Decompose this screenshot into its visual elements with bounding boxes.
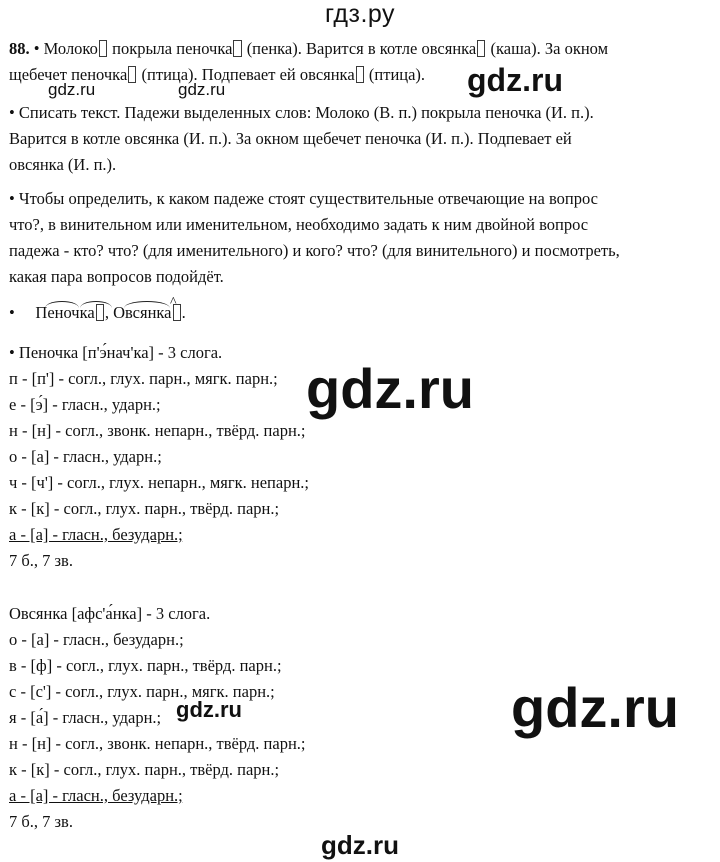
root-arc xyxy=(45,301,79,308)
site-title: гдз.ру xyxy=(324,0,396,28)
p2-line-1: • Списать текст. Падежи выделенных слов: Молоко (В. п.) покрыла пеночка (И. п.). xyxy=(9,103,594,122)
watermark-small-3: gdz.ru xyxy=(176,697,242,722)
penochka-total: 7 б., 7 зв. xyxy=(9,551,73,570)
p2-line-2: Варится в котле овсянка (И. п.). За окном щебечет пеночка (И. п.). Подпевает ей xyxy=(9,129,572,148)
morph-line: • Пеночка , Овсянка . xyxy=(9,303,186,322)
penochka-line: о - [а] - гласн., ударн.; xyxy=(9,447,162,466)
p3-line-4: какая пара вопросов подойдёт. xyxy=(9,267,224,286)
ovsyanka-total: 7 б., 7 зв. xyxy=(9,812,73,831)
ovsyanka-line: о - [а] - гласн., безударн.; xyxy=(9,630,184,649)
task-line-2: щебечет пеночка (птица). Подпевает ей овсянка (птица). xyxy=(9,65,426,84)
bullet: • xyxy=(33,39,40,58)
ending-box xyxy=(233,40,241,57)
p3-line-2: что?, в винительном или именительном, необходимо задать к ним двойной вопрос xyxy=(9,215,589,234)
watermark-medium-1: gdz.ru xyxy=(467,62,563,98)
ovsyanka-line: а - [а] - гласн., безударн.; xyxy=(9,786,183,805)
penochka-line: е - [э́] - гласн., ударн.; xyxy=(9,395,161,414)
ending-box xyxy=(477,40,485,57)
task-number: 88. xyxy=(9,39,30,58)
p2-line-3: овсянка (И. п.). xyxy=(9,155,117,174)
penochka-title: • Пеночка [п'э́нач'ка] - 3 слога. xyxy=(9,343,223,362)
watermark-small-2: gdz.ru xyxy=(178,80,226,99)
task-line-1: 88. • Молоко покрыла пеночка (пенка). Варится в котле овсянка (каша). За окном xyxy=(9,39,609,58)
watermark-bottom: gdz.ru xyxy=(321,830,399,860)
suffix-arc xyxy=(80,301,112,308)
suffix-hat: ^ xyxy=(170,295,177,310)
watermark-large-2: gdz.ru xyxy=(511,676,679,739)
ending-box xyxy=(128,66,136,83)
ovsyanka-title: Овсянка [афс'а́нка] - 3 слога. xyxy=(9,604,211,623)
ovsyanka-line: с - [с'] - согл., глух. парн., мягк. парн.; xyxy=(9,682,275,701)
word-moloko: Молоко xyxy=(43,39,98,58)
watermark-large-1: gdz.ru xyxy=(306,357,474,420)
ovsyanka-line: я - [а́] - гласн., ударн.; xyxy=(9,708,162,727)
penochka-line: а - [а] - гласн., безударн.; xyxy=(9,525,183,544)
root-arc xyxy=(124,301,170,308)
p3-line-1: • Чтобы определить, к каком падеже стоят существительные отвечающие на вопрос xyxy=(9,189,598,208)
ending-box xyxy=(356,66,364,83)
ovsyanka-line: в - [ф] - согл., глух. парн., твёрд. парн.; xyxy=(9,656,282,675)
ending-box xyxy=(99,40,107,57)
penochka-line: п - [п'] - согл., глух. парн., мягк. парн.; xyxy=(9,369,278,388)
morph-word-penochka: Пеночка xyxy=(35,303,95,322)
watermark-small-1: gdz.ru xyxy=(48,80,96,99)
penochka-line: н - [н] - согл., звонк. непарн., твёрд. парн.; xyxy=(9,421,306,440)
penochka-line: к - [к] - согл., глух. парн., твёрд. парн.; xyxy=(9,499,280,518)
morph-word-ovsyanka: Овсянка xyxy=(113,303,172,322)
ovsyanka-line: к - [к] - согл., глух. парн., твёрд. парн.; xyxy=(9,760,280,779)
p3-line-3: падежа - кто? что? (для именительного) и кого? что? (для винительного) и посмотреть, xyxy=(9,241,620,260)
penochka-line: ч - [ч'] - согл., глух. непарн., мягк. непарн.; xyxy=(9,473,309,492)
ovsyanka-line: н - [н] - согл., звонк. непарн., твёрд. парн.; xyxy=(9,734,306,753)
